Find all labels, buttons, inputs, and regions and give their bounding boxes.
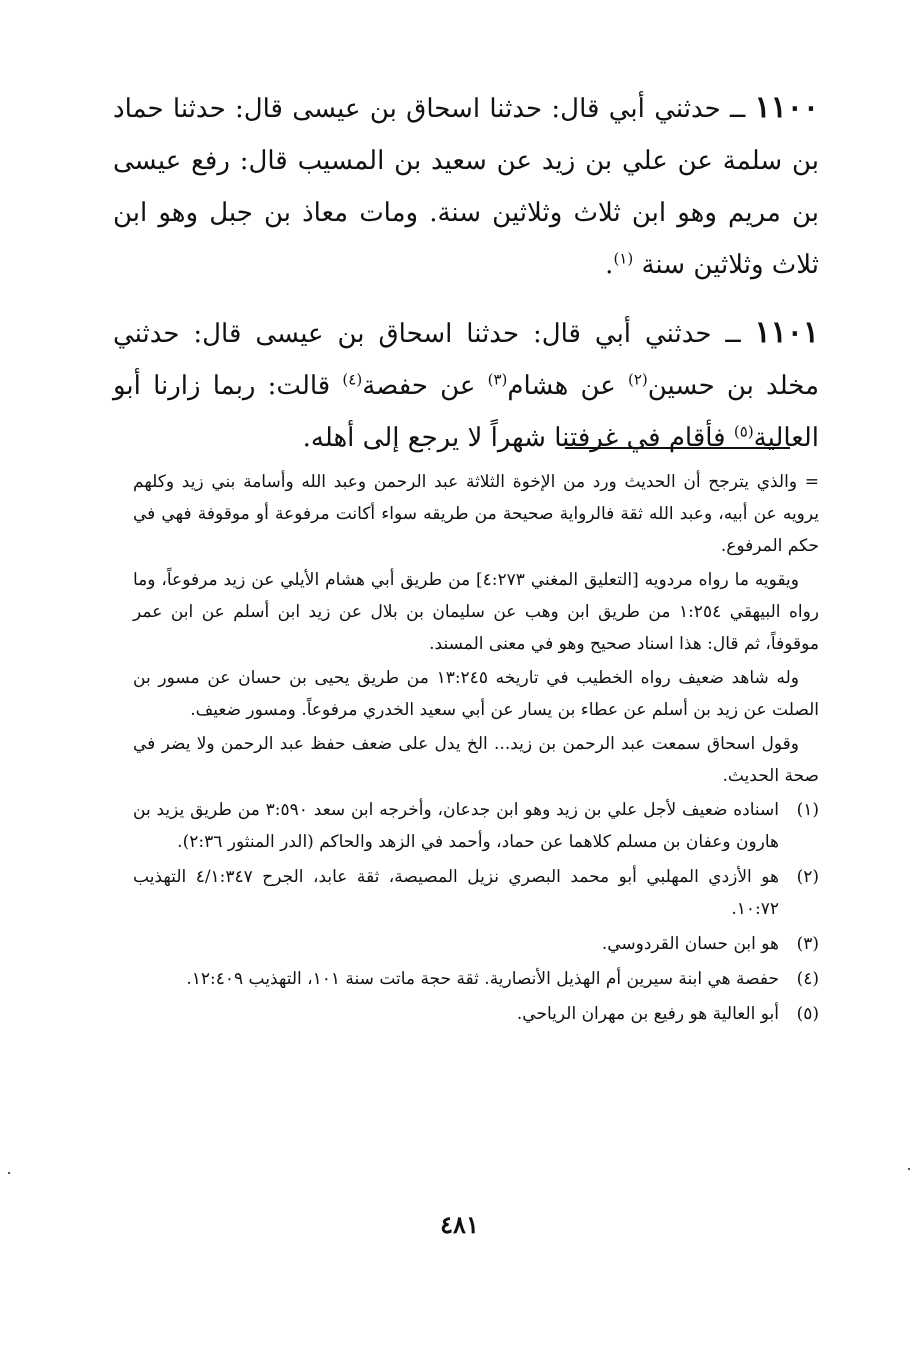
page-number: ٤٨١: [440, 1210, 479, 1239]
scan-speck: [908, 1168, 910, 1170]
continuation-note: وقول اسحاق سمعت عبد الرحمن بن زيد... الخ يدل على ضعف حفظ عبد الرحمن ولا يضر في صحة الحديث.: [133, 734, 819, 786]
footnote-number: (٤): [796, 969, 819, 989]
footnote-ref: (٥): [733, 422, 754, 441]
footnote-number: (٢): [796, 867, 819, 887]
footnote-ref: (٢): [627, 370, 648, 389]
footnote-separator: [565, 447, 790, 449]
footnote-text: هو الأزدي المهلبي أبو محمد البصري نزيل المصيصة، ثقة عابد، الجرح ٤/١:٣٤٧ التهذيب ١٠:٧٢.: [133, 867, 779, 919]
footnote-ref: (١): [613, 249, 634, 268]
scan-speck: [8, 1172, 10, 1174]
footnote-3: [133, 928, 819, 960]
hadith-1100: [113, 82, 819, 291]
footnote-text: اسناده ضعيف لأجل علي بن زيد وهو ابن جدعان، وأخرجه ابن سعد ٣:٥٩٠ من طريق يزيد بن هارون وعفان بن مسلم كلاهما عن حماد، وأحمد في الزهد والحاكم (الدر المنثور ٢:٣٦).: [133, 800, 779, 852]
footnotes-section: [133, 466, 819, 1033]
footnote-text: أبو العالية هو رفيع بن مهران الرياحي.: [516, 1004, 779, 1024]
continuation-note: ويقويه ما رواه مردويه [التعليق المغني ٤:٢٧٣] من طريق أبي هشام الأيلي عن زيد مرفوعاً، وما رواه البيهقي ١:٢٥٤ من طريق ابن وهب عن سليمان بن بلال عن زيد ابن أسلم عن ابن عمر موقوفاً، ثم قال: هذا اسناد صحيح وهو في معنى المسند.: [133, 570, 820, 654]
footnote-number: (٣): [796, 934, 819, 954]
hadith-text: ــ حدثني أبي قال: حدثنا اسحاق بن عيسى قال: حدثنا حماد بن سلمة عن علي بن زيد عن سعيد بن المسيب قال: رفع عيسى بن مريم وهو ابن ثلاث وثلاثين سنة. ومات معاذ بن جبل وهو ابن ثلاث وثلاثين سنة: [113, 94, 819, 280]
footnote-text: هو ابن حسان القردوسي.: [601, 934, 779, 954]
hadith-text: عن حفصة: [362, 371, 476, 401]
hadith-number: ١١٠٠: [754, 90, 819, 125]
main-text: [113, 82, 819, 464]
continuation-note: وله شاهد ضعيف رواه الخطيب في تاريخه ١٣:٢٤٥ من طريق يحيى بن حسان عن مسور بن الصلت عن زيد بن أسلم عن عطاء بن يسار عن أبي سعيد الخدري مرفوعاً. ومسور ضعيف.: [133, 668, 819, 720]
hadith-1101: [113, 307, 819, 464]
footnote-1: [133, 794, 819, 858]
footnote-number: (١): [796, 800, 819, 820]
footnote-ref: (٤): [342, 370, 363, 389]
hadith-text: قالت: ربما زارنا أبو العالية: [113, 371, 819, 453]
hadith-end: .: [605, 250, 614, 280]
hadith-number: ١١٠١: [754, 315, 819, 350]
footnote-2: [133, 861, 819, 925]
footnote-ref: (٣): [487, 370, 508, 389]
continuation-note: = والذي يترجح أن الحديث ورد من الإخوة الثلاثة عبد الرحمن وعبد الله وأسامة بني زيد وكلهم يرويه عن أبيه، وعبد الله ثقة فالرواية صحيحة من طريقه سواء أكانت مرفوعة أو موقوفة فهي في حكم المرفوع.: [133, 472, 819, 556]
hadith-text: عن هشام: [507, 371, 616, 401]
hadith-text: فأقام في غرفتنا شهراً لا يرجع إلى أهله.: [302, 423, 726, 453]
footnote-text: حفصة هي ابنة سيرين أم الهذيل الأنصارية. ثقة حجة ماتت سنة ١٠١، التهذيب ١٢:٤٠٩.: [186, 969, 779, 989]
footnote-number: (٥): [796, 1004, 819, 1024]
footnote-5: [133, 998, 819, 1030]
hadith-text: ــ حدثني أبي قال: حدثنا اسحاق بن عيسى قال: حدثني مخلد بن حسين: [113, 319, 820, 401]
footnote-4: [133, 963, 819, 995]
